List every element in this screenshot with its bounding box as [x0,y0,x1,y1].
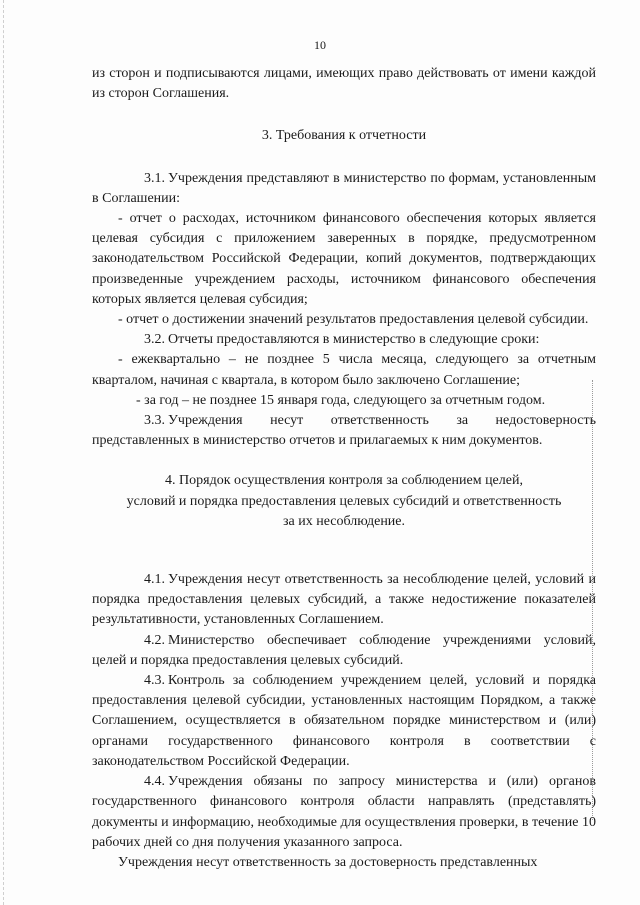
paragraph-number: 3.3. [144,413,165,429]
paragraph-text: Контроль за соблюдением учреждением целей, условий и порядка предоставления целевой субсидии, установленных настоящим Порядком, а также Соглашением, осуществляется в обязательном порядке министерством и (или) органами государственного финансового контроля в соответствии с законодательством Российской Федерации. [92,673,596,769]
paragraph-number: 4.1. [144,572,165,588]
paragraph-3-2-item-b: - за год – не позднее 15 января года, следующего за отчетным годом. [136,392,546,408]
paragraph-number: 3.2. [144,332,165,348]
section-4-heading-line-1: 4. Порядок осуществления контроля за соблюдением целей, [165,473,523,489]
paragraph-4-5: Учреждения несут ответственность за достоверность представленных [118,854,538,870]
document-body [92,64,596,873]
paragraph-text: Учреждения несут ответственность за несоблюдение целей, условий и порядка предоставления целевых субсидий, а также недостижение показателей результативности, установленных Соглашением. [92,572,596,628]
section-4-heading-line-2: условий и порядка предоставления целевых субсидий и ответственность [126,493,562,509]
section-3-heading: 3. Требования к отчетности [261,128,427,144]
paragraph-number: 3.1. [144,170,165,186]
scan-edge-left [3,0,5,905]
paragraph-4-1 [92,570,596,631]
paragraph-3-1 [92,169,596,209]
paragraph-text: Учреждения представляют в министерство по формам, установленным в Соглашении: [92,170,596,206]
paragraph-3-1-item-a: - отчет о расходах, источником финансового обеспечения которых является целевая субсидия с приложением заверенных в порядке, предусмотренном законодательством Российской Федерации, копий документов, подтверждающих произведенные учреждением расходы, источником финансового обеспечения которых является целевая субсидия; [92,211,596,307]
paragraph-text: Учреждения обязаны по запросу министерства и (или) органов государственного финансового контроля области направлять (представлять) документы и информацию, необходимые для осуществления проверки, в течение 10 рабочих дней со дня получения указанного запроса. [92,774,596,850]
paragraph-number: 4.2. [144,632,165,648]
paragraph-number: 4.4. [144,774,165,790]
continued-paragraph: из сторон и подписываются лицами, имеющих право действовать от имени каждой из сторон Соглашения. [92,66,596,102]
paragraph-text: Министерство обеспечивает соблюдение учреждениями условий, целей и порядка предоставления целевых субсидий. [92,632,596,668]
page-number: 10 [314,38,326,52]
paragraph-3-1-item-b: - отчет о достижении значений результатов предоставления целевой субсидии. [118,312,589,328]
paragraph-3-2 [92,330,596,350]
paragraph-number: 4.3. [144,673,165,689]
paragraph-3-2-item-a: - ежеквартально – не позднее 5 числа месяца, следующего за отчетным кварталом, начиная с квартала, в котором было заключено Соглашение; [92,352,596,388]
paragraph-4-4 [92,772,596,853]
paragraph-3-3 [92,411,596,451]
paragraph-text: Отчеты предоставляются в министерство в следующие сроки: [168,332,540,348]
paragraph-4-3 [92,671,596,772]
section-4-heading-line-3: за их несоблюдение. [282,513,406,529]
paragraph-text: Учреждения несут ответственность за недостоверность представленных в министерство отчетов и прилагаемых к ним документов. [92,413,596,449]
paragraph-4-2 [92,631,596,671]
